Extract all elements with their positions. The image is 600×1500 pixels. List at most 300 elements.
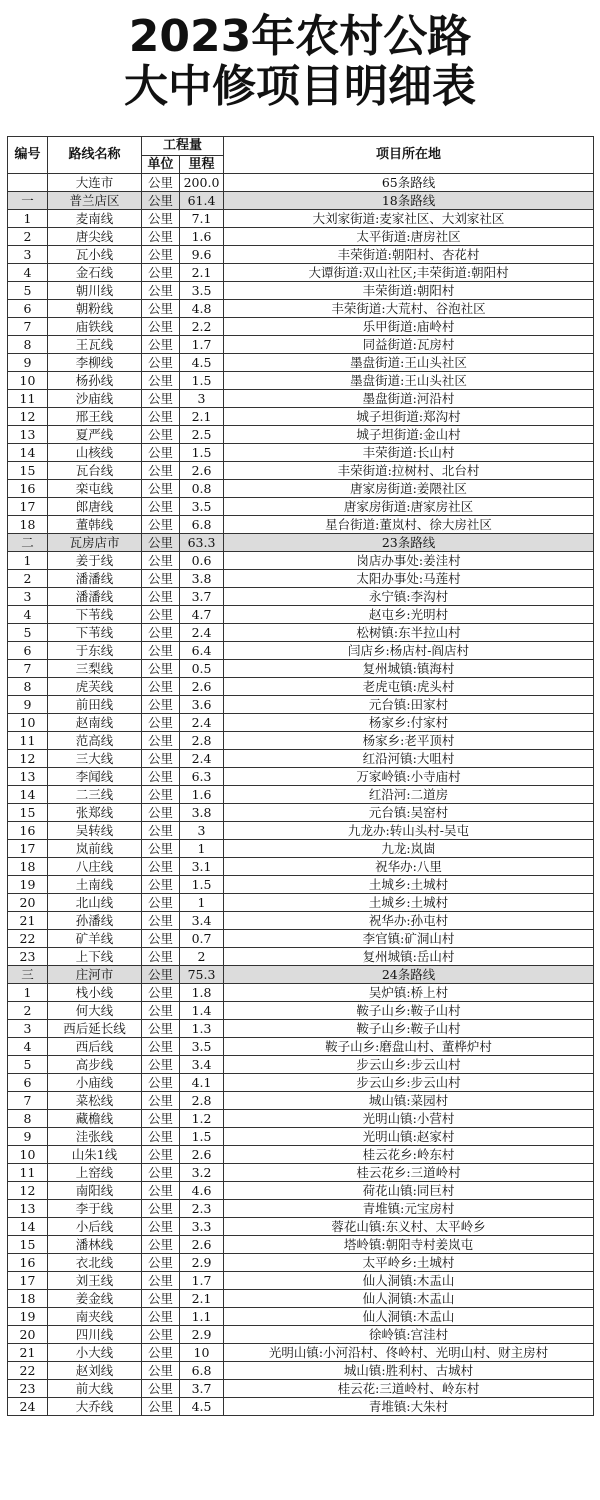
table-row: [8, 912, 594, 930]
cell-unit: 公里: [142, 480, 180, 498]
cell-no: 20: [8, 894, 48, 912]
cell-unit: 公里: [142, 246, 180, 264]
cell-unit: 公里: [142, 1020, 180, 1038]
cell-name: 小大线: [48, 1344, 142, 1362]
cell-location: 太阳办事处:马莲村: [224, 570, 594, 588]
table-row: [8, 480, 594, 498]
cell-no: 17: [8, 498, 48, 516]
cell-mileage: 2.4: [180, 750, 224, 768]
total-location: 65条路线: [224, 174, 594, 192]
cell-unit: 公里: [142, 660, 180, 678]
cell-name: 前大线: [48, 1380, 142, 1398]
cell-name: 四川线: [48, 1326, 142, 1344]
cell-mileage: 6.8: [180, 1362, 224, 1380]
cell-no: 6: [8, 300, 48, 318]
cell-no: 22: [8, 930, 48, 948]
cell-unit: 公里: [142, 786, 180, 804]
cell-mileage: 2.3: [180, 1200, 224, 1218]
cell-name: 三大线: [48, 750, 142, 768]
total-mileage: 200.0: [180, 174, 224, 192]
cell-no: 12: [8, 408, 48, 426]
cell-mileage: 4.5: [180, 354, 224, 372]
table-row: [8, 1272, 594, 1290]
region-row: [8, 192, 594, 210]
cell-name: 范高线: [48, 732, 142, 750]
cell-location: 桂云花乡:三道岭村: [224, 1164, 594, 1182]
cell-unit: 公里: [142, 624, 180, 642]
cell-mileage: 0.8: [180, 480, 224, 498]
cell-unit: 公里: [142, 426, 180, 444]
cell-name: 下苇线: [48, 606, 142, 624]
table-row: [8, 264, 594, 282]
cell-name: 吴转线: [48, 822, 142, 840]
cell-location: 土城乡:土城村: [224, 876, 594, 894]
table-row: [8, 1002, 594, 1020]
table-row: [8, 750, 594, 768]
cell-no: 9: [8, 696, 48, 714]
cell-location: 太平岭乡:土城村: [224, 1254, 594, 1272]
cell-name: 山朱1线: [48, 1146, 142, 1164]
table-row: [8, 732, 594, 750]
cell-location: 城子坦街道:郑沟村: [224, 408, 594, 426]
cell-mileage: 2.8: [180, 1092, 224, 1110]
cell-location: 城山镇:胜利村、古城村: [224, 1362, 594, 1380]
cell-location: 老虎屯镇:虎头村: [224, 678, 594, 696]
cell-mileage: 2.9: [180, 1326, 224, 1344]
cell-no: 21: [8, 1344, 48, 1362]
cell-mileage: 0.6: [180, 552, 224, 570]
header-work: 工程量: [142, 137, 224, 156]
table-row: [8, 768, 594, 786]
cell-no: 2: [8, 570, 48, 588]
header-no: 编号: [8, 137, 48, 174]
cell-no: 9: [8, 354, 48, 372]
cell-no: 23: [8, 1380, 48, 1398]
cell-unit: 公里: [142, 264, 180, 282]
cell-mileage: 7.1: [180, 210, 224, 228]
table-row: [8, 858, 594, 876]
cell-unit: 公里: [142, 1200, 180, 1218]
cell-unit: 公里: [142, 1344, 180, 1362]
cell-location: 蓉花山镇:东义村、太平岭乡: [224, 1218, 594, 1236]
cell-unit: 公里: [142, 336, 180, 354]
cell-unit: 公里: [142, 732, 180, 750]
cell-location: 墨盘街道:王山头社区: [224, 372, 594, 390]
cell-no: 5: [8, 624, 48, 642]
cell-mileage: 4.6: [180, 1182, 224, 1200]
cell-unit: 公里: [142, 840, 180, 858]
cell-no: 22: [8, 1362, 48, 1380]
cell-mileage: 3.5: [180, 282, 224, 300]
cell-no: 1: [8, 984, 48, 1002]
total-unit: 公里: [142, 174, 180, 192]
cell-mileage: 3: [180, 822, 224, 840]
cell-name: 藏檐线: [48, 1110, 142, 1128]
cell-mileage: 2: [180, 948, 224, 966]
cell-unit: 公里: [142, 1326, 180, 1344]
cell-unit: 公里: [142, 768, 180, 786]
cell-no: 14: [8, 444, 48, 462]
cell-location: 青堆镇:大朱村: [224, 1398, 594, 1416]
cell-no: 15: [8, 1236, 48, 1254]
project-table: [7, 136, 594, 1416]
table-row: [8, 1290, 594, 1308]
cell-mileage: 6.8: [180, 516, 224, 534]
cell-name: 杨孙线: [48, 372, 142, 390]
cell-mileage: 1: [180, 894, 224, 912]
cell-location: 桂云花:三道岭村、岭东村: [224, 1380, 594, 1398]
cell-location: 仙人洞镇:木盂山: [224, 1308, 594, 1326]
table-row: [8, 1146, 594, 1164]
cell-unit: 公里: [142, 516, 180, 534]
cell-no: 14: [8, 786, 48, 804]
table-row: [8, 1020, 594, 1038]
cell-unit: 公里: [142, 1092, 180, 1110]
region-no: 三: [8, 966, 48, 984]
cell-unit: 公里: [142, 678, 180, 696]
cell-no: 1: [8, 210, 48, 228]
cell-no: 18: [8, 858, 48, 876]
table-row: [8, 318, 594, 336]
cell-no: 10: [8, 714, 48, 732]
cell-mileage: 1.1: [180, 1308, 224, 1326]
cell-mileage: 1.7: [180, 1272, 224, 1290]
cell-name: 洼张线: [48, 1128, 142, 1146]
cell-mileage: 0.7: [180, 930, 224, 948]
cell-name: 前田线: [48, 696, 142, 714]
table-row: [8, 1380, 594, 1398]
cell-location: 永宁镇:李沟村: [224, 588, 594, 606]
table-row: [8, 300, 594, 318]
table-row: [8, 1236, 594, 1254]
cell-mileage: 10: [180, 1344, 224, 1362]
cell-no: 11: [8, 732, 48, 750]
cell-mileage: 6.3: [180, 768, 224, 786]
cell-mileage: 2.6: [180, 462, 224, 480]
cell-name: 孙潘线: [48, 912, 142, 930]
table-row: [8, 984, 594, 1002]
cell-unit: 公里: [142, 894, 180, 912]
cell-name: 赵刘线: [48, 1362, 142, 1380]
cell-no: 7: [8, 1092, 48, 1110]
cell-location: 青堆镇:元宝房村: [224, 1200, 594, 1218]
cell-mileage: 3.2: [180, 1164, 224, 1182]
cell-location: 光明山镇:小河沿村、佟岭村、光明山村、财主房村: [224, 1344, 594, 1362]
cell-name: 南夹线: [48, 1308, 142, 1326]
cell-no: 18: [8, 516, 48, 534]
cell-name: 姜于线: [48, 552, 142, 570]
table-row: [8, 498, 594, 516]
cell-location: 同益街道:瓦房村: [224, 336, 594, 354]
cell-unit: 公里: [142, 552, 180, 570]
table-body: [8, 174, 594, 1416]
table-row: [8, 210, 594, 228]
table-row: [8, 1038, 594, 1056]
cell-unit: 公里: [142, 1236, 180, 1254]
table-row: [8, 390, 594, 408]
cell-no: 4: [8, 1038, 48, 1056]
cell-unit: 公里: [142, 696, 180, 714]
table-row: [8, 552, 594, 570]
cell-mileage: 1.8: [180, 984, 224, 1002]
cell-no: 23: [8, 948, 48, 966]
cell-unit: 公里: [142, 354, 180, 372]
table-row: [8, 822, 594, 840]
cell-unit: 公里: [142, 1146, 180, 1164]
cell-no: 7: [8, 660, 48, 678]
cell-unit: 公里: [142, 948, 180, 966]
region-location: 23条路线: [224, 534, 594, 552]
cell-unit: 公里: [142, 372, 180, 390]
cell-no: 6: [8, 1074, 48, 1092]
cell-mileage: 1.6: [180, 228, 224, 246]
cell-location: 徐岭镇:宫洼村: [224, 1326, 594, 1344]
table-row: [8, 1398, 594, 1416]
cell-name: 西后延长线: [48, 1020, 142, 1038]
cell-location: 步云山乡:步云山村: [224, 1056, 594, 1074]
cell-no: 18: [8, 1290, 48, 1308]
cell-mileage: 4.5: [180, 1398, 224, 1416]
cell-no: 11: [8, 1164, 48, 1182]
cell-name: 衣北线: [48, 1254, 142, 1272]
table-row: [8, 1218, 594, 1236]
cell-location: 赵屯乡:光明村: [224, 606, 594, 624]
table-row: [8, 1362, 594, 1380]
cell-unit: 公里: [142, 1380, 180, 1398]
cell-mileage: 3.7: [180, 1380, 224, 1398]
cell-no: 24: [8, 1398, 48, 1416]
cell-name: 大乔线: [48, 1398, 142, 1416]
cell-unit: 公里: [142, 606, 180, 624]
region-mileage: 61.4: [180, 192, 224, 210]
cell-no: 21: [8, 912, 48, 930]
cell-location: 乐甲街道:庙岭村: [224, 318, 594, 336]
region-name: 普兰店区: [48, 192, 142, 210]
region-unit: 公里: [142, 192, 180, 210]
cell-no: 8: [8, 336, 48, 354]
cell-no: 16: [8, 1254, 48, 1272]
cell-name: 庙铁线: [48, 318, 142, 336]
cell-mileage: 2.8: [180, 732, 224, 750]
cell-mileage: 4.7: [180, 606, 224, 624]
cell-no: 14: [8, 1218, 48, 1236]
cell-no: 19: [8, 876, 48, 894]
table-row: [8, 1092, 594, 1110]
cell-no: 6: [8, 642, 48, 660]
cell-location: 祝华办:八里: [224, 858, 594, 876]
cell-location: 元台镇:田家村: [224, 696, 594, 714]
table-row: [8, 714, 594, 732]
cell-mileage: 1.4: [180, 1002, 224, 1020]
table-row: [8, 1308, 594, 1326]
table-row: [8, 606, 594, 624]
cell-location: 丰荣街道:大荒村、谷泡社区: [224, 300, 594, 318]
cell-name: 郎唐线: [48, 498, 142, 516]
cell-name: 沙庙线: [48, 390, 142, 408]
cell-mileage: 1: [180, 840, 224, 858]
cell-name: 上窑线: [48, 1164, 142, 1182]
cell-no: 10: [8, 372, 48, 390]
cell-unit: 公里: [142, 930, 180, 948]
cell-mileage: 2.5: [180, 426, 224, 444]
table-row: [8, 696, 594, 714]
cell-location: 鞍子山乡:鞍子山村: [224, 1002, 594, 1020]
cell-no: 13: [8, 1200, 48, 1218]
cell-mileage: 3.3: [180, 1218, 224, 1236]
cell-name: 三梨线: [48, 660, 142, 678]
cell-no: 10: [8, 1146, 48, 1164]
cell-name: 金石线: [48, 264, 142, 282]
region-location: 18条路线: [224, 192, 594, 210]
cell-mileage: 3.6: [180, 696, 224, 714]
cell-location: 李官镇:矿洞山村: [224, 930, 594, 948]
cell-name: 姜金线: [48, 1290, 142, 1308]
table-row: [8, 1254, 594, 1272]
cell-location: 鞍子山乡:磨盘山村、董桦炉村: [224, 1038, 594, 1056]
cell-location: 九龙办:转山头村-吴屯: [224, 822, 594, 840]
cell-no: 15: [8, 462, 48, 480]
cell-location: 鞍子山乡:鞍子山村: [224, 1020, 594, 1038]
cell-mileage: 3.8: [180, 570, 224, 588]
cell-location: 红沿河:二道房: [224, 786, 594, 804]
cell-location: 步云山乡:步云山村: [224, 1074, 594, 1092]
region-location: 24条路线: [224, 966, 594, 984]
cell-mileage: 1.5: [180, 876, 224, 894]
cell-name: 李闻线: [48, 768, 142, 786]
cell-location: 岗店办事处:姜洼村: [224, 552, 594, 570]
cell-mileage: 2.9: [180, 1254, 224, 1272]
table-row: [8, 282, 594, 300]
cell-unit: 公里: [142, 1272, 180, 1290]
cell-mileage: 2.1: [180, 408, 224, 426]
cell-unit: 公里: [142, 642, 180, 660]
cell-location: 星台街道:董岚村、徐大房社区: [224, 516, 594, 534]
header-unit: 单位: [142, 156, 180, 174]
cell-unit: 公里: [142, 1290, 180, 1308]
cell-location: 仙人洞镇:木盂山: [224, 1272, 594, 1290]
cell-location: 复州城镇:镇海村: [224, 660, 594, 678]
cell-name: 朝粉线: [48, 300, 142, 318]
region-mileage: 75.3: [180, 966, 224, 984]
cell-no: 3: [8, 588, 48, 606]
cell-unit: 公里: [142, 1038, 180, 1056]
table-row: [8, 804, 594, 822]
cell-no: 3: [8, 246, 48, 264]
cell-location: 唐家房街道:唐家房社区: [224, 498, 594, 516]
cell-unit: 公里: [142, 390, 180, 408]
cell-name: 栈小线: [48, 984, 142, 1002]
cell-location: 城子坦街道:金山村: [224, 426, 594, 444]
cell-mileage: 3: [180, 390, 224, 408]
cell-location: 杨家乡:付家村: [224, 714, 594, 732]
table-row: [8, 840, 594, 858]
table-row: [8, 1200, 594, 1218]
cell-no: 9: [8, 1128, 48, 1146]
cell-name: 小庙线: [48, 1074, 142, 1092]
cell-mileage: 1.3: [180, 1020, 224, 1038]
cell-name: 瓦台线: [48, 462, 142, 480]
table-row: [8, 1344, 594, 1362]
cell-name: 麦南线: [48, 210, 142, 228]
cell-mileage: 2.6: [180, 1236, 224, 1254]
cell-location: 土城乡:土城村: [224, 894, 594, 912]
cell-location: 复州城镇:岳山村: [224, 948, 594, 966]
region-no: 二: [8, 534, 48, 552]
table-row: [8, 588, 594, 606]
cell-name: 山核线: [48, 444, 142, 462]
table-row: [8, 1164, 594, 1182]
cell-unit: 公里: [142, 408, 180, 426]
cell-location: 红沿河镇:大咀村: [224, 750, 594, 768]
cell-unit: 公里: [142, 228, 180, 246]
table-row: [8, 426, 594, 444]
cell-location: 祝华办:孙屯村: [224, 912, 594, 930]
cell-mileage: 3.4: [180, 1056, 224, 1074]
table-row: [8, 246, 594, 264]
cell-location: 元台镇:吴窑村: [224, 804, 594, 822]
cell-location: 丰荣街道:朝阳村: [224, 282, 594, 300]
cell-location: 仙人洞镇:木盂山: [224, 1290, 594, 1308]
cell-mileage: 2.2: [180, 318, 224, 336]
cell-location: 万家岭镇:小寺庙村: [224, 768, 594, 786]
cell-name: 李于线: [48, 1200, 142, 1218]
cell-name: 菜松线: [48, 1092, 142, 1110]
cell-name: 虎芙线: [48, 678, 142, 696]
cell-name: 刘王线: [48, 1272, 142, 1290]
cell-unit: 公里: [142, 210, 180, 228]
cell-unit: 公里: [142, 1110, 180, 1128]
total-row: [8, 174, 594, 192]
cell-unit: 公里: [142, 1218, 180, 1236]
cell-mileage: 2.4: [180, 714, 224, 732]
cell-name: 八庄线: [48, 858, 142, 876]
region-row: [8, 966, 594, 984]
table-row: [8, 624, 594, 642]
cell-no: 5: [8, 282, 48, 300]
total-no: [8, 174, 48, 192]
cell-unit: 公里: [142, 750, 180, 768]
cell-location: 唐家房街道:姜隈社区: [224, 480, 594, 498]
cell-name: 西后线: [48, 1038, 142, 1056]
cell-no: 16: [8, 822, 48, 840]
cell-unit: 公里: [142, 1308, 180, 1326]
cell-name: 董韩线: [48, 516, 142, 534]
cell-name: 邢王线: [48, 408, 142, 426]
region-no: 一: [8, 192, 48, 210]
cell-name: 下苇线: [48, 624, 142, 642]
table-row: [8, 930, 594, 948]
cell-no: 13: [8, 768, 48, 786]
cell-location: 光明山镇:赵家村: [224, 1128, 594, 1146]
cell-mileage: 4.8: [180, 300, 224, 318]
cell-name: 栾屯线: [48, 480, 142, 498]
cell-no: 17: [8, 1272, 48, 1290]
cell-mileage: 1.5: [180, 444, 224, 462]
table-row: [8, 1110, 594, 1128]
table-row: [8, 372, 594, 390]
cell-location: 大刘家街道:麦家社区、大刘家社区: [224, 210, 594, 228]
cell-mileage: 3.4: [180, 912, 224, 930]
region-unit: 公里: [142, 966, 180, 984]
cell-name: 上下线: [48, 948, 142, 966]
cell-unit: 公里: [142, 1182, 180, 1200]
region-mileage: 63.3: [180, 534, 224, 552]
table-row: [8, 894, 594, 912]
cell-mileage: 0.5: [180, 660, 224, 678]
table-row: [8, 408, 594, 426]
cell-name: 潘潘线: [48, 570, 142, 588]
cell-no: 13: [8, 426, 48, 444]
